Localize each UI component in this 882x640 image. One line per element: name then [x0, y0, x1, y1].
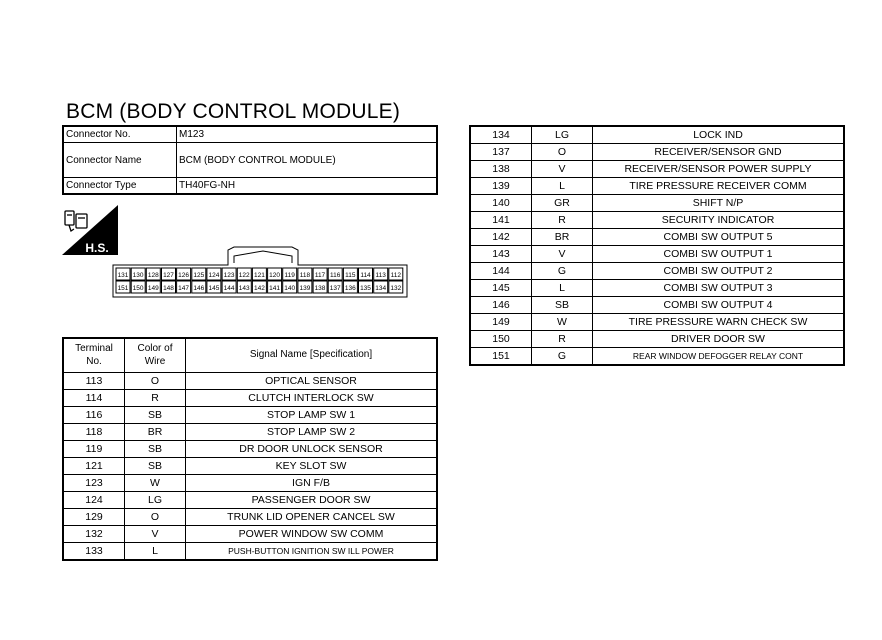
- table-row: [63, 526, 437, 543]
- terminal-no: 129: [63, 509, 125, 526]
- pin-label: 120: [269, 272, 281, 279]
- pin-label: 151: [117, 285, 129, 292]
- table-row: [470, 144, 844, 161]
- wire-color: R: [532, 212, 593, 229]
- table-row: [470, 126, 844, 144]
- wire-color: W: [125, 475, 186, 492]
- terminal-no: 142: [470, 229, 532, 246]
- terminal-no: 119: [63, 441, 125, 458]
- table-row: [63, 492, 437, 509]
- terminal-no: 149: [470, 314, 532, 331]
- table-row: [470, 246, 844, 263]
- pin-label: 148: [163, 285, 174, 292]
- table-row: [63, 458, 437, 475]
- wire-color: L: [532, 280, 593, 297]
- pin-label: 139: [299, 285, 311, 292]
- signal-name: COMBI SW OUTPUT 2: [593, 263, 845, 280]
- signal-name: COMBI SW OUTPUT 1: [593, 246, 845, 263]
- table-row: [63, 373, 437, 390]
- pin-label: 146: [193, 285, 205, 292]
- pin-label: 138: [314, 285, 326, 292]
- page-title: BCM (BODY CONTROL MODULE): [66, 100, 401, 123]
- terminal-no: 118: [63, 424, 125, 441]
- table-row: [470, 229, 844, 246]
- connector-no-label: Connector No.: [63, 126, 177, 143]
- table-row: [470, 178, 844, 195]
- pin-label: 128: [147, 272, 159, 279]
- terminal-no: 116: [63, 407, 125, 424]
- signal-name: COMBI SW OUTPUT 4: [593, 297, 845, 314]
- wire-color: SB: [532, 297, 593, 314]
- pin-label: 150: [132, 285, 144, 292]
- table-row: [470, 348, 844, 366]
- pin-label: 127: [163, 272, 174, 279]
- terminal-no: 124: [63, 492, 125, 509]
- color-header: Color of Wire: [125, 338, 186, 373]
- table-row: [470, 297, 844, 314]
- signal-name: LOCK IND: [593, 126, 845, 144]
- wire-color: V: [532, 161, 593, 178]
- signal-name: COMBI SW OUTPUT 3: [593, 280, 845, 297]
- pin-label: 132: [390, 285, 402, 292]
- wire-color: O: [125, 373, 186, 390]
- wire-color: R: [532, 331, 593, 348]
- pin-label: 117: [314, 272, 326, 279]
- signal-name: REAR WINDOW DEFOGGER RELAY CONT: [593, 348, 845, 366]
- pin-label: 143: [238, 285, 250, 292]
- pin-label: 140: [284, 285, 296, 292]
- pin-label: 145: [208, 285, 220, 292]
- terminal-no: 123: [63, 475, 125, 492]
- table-row: [470, 280, 844, 297]
- pin-label: 125: [193, 272, 205, 279]
- terminal-no: 139: [470, 178, 532, 195]
- terminal-no: 150: [470, 331, 532, 348]
- pin-label: 141: [269, 285, 281, 292]
- pin-label: 147: [178, 285, 190, 292]
- pin-label: 114: [360, 272, 371, 279]
- wire-color: G: [532, 263, 593, 280]
- connector-info-row: [63, 143, 437, 178]
- harness-side-label: H.S.: [85, 241, 109, 255]
- terminal-no: 114: [63, 390, 125, 407]
- terminal-no: 140: [470, 195, 532, 212]
- signal-name: PUSH-BUTTON IGNITION SW ILL POWER: [186, 543, 438, 561]
- signal-name: POWER WINDOW SW COMM: [186, 526, 438, 543]
- wire-color: LG: [125, 492, 186, 509]
- connector-latch: [234, 251, 292, 263]
- signal-name: OPTICAL SENSOR: [186, 373, 438, 390]
- pin-label: 149: [147, 285, 159, 292]
- table-row: [63, 475, 437, 492]
- connector-info-row: [63, 126, 437, 143]
- pin-label: 123: [223, 272, 235, 279]
- wire-color: LG: [532, 126, 593, 144]
- wire-color: O: [125, 509, 186, 526]
- terminal-no: 144: [470, 263, 532, 280]
- signal-name: TIRE PRESSURE WARN CHECK SW: [593, 314, 845, 331]
- connector-type-value: TH40FG-NH: [177, 178, 438, 195]
- pin-label: 124: [208, 272, 220, 279]
- pin-label: 134: [375, 285, 387, 292]
- connector-name-label: Connector Name: [63, 143, 177, 178]
- wire-color: BR: [125, 424, 186, 441]
- terminal-no: 143: [470, 246, 532, 263]
- terminal-no: 134: [470, 126, 532, 144]
- wire-color: BR: [532, 229, 593, 246]
- signal-name: STOP LAMP SW 2: [186, 424, 438, 441]
- pin-label: 136: [344, 285, 356, 292]
- signal-name: IGN F/B: [186, 475, 438, 492]
- pin-label: 135: [360, 285, 371, 292]
- connector-face-diagram: [112, 244, 408, 298]
- terminal-no: 141: [470, 212, 532, 229]
- pin-label: 113: [375, 272, 386, 279]
- signal-name: RECEIVER/SENSOR GND: [593, 144, 845, 161]
- terminal-no: 113: [63, 373, 125, 390]
- signal-name: SECURITY INDICATOR: [593, 212, 845, 229]
- terminal-no: 133: [63, 543, 125, 561]
- signal-name: CLUTCH INTERLOCK SW: [186, 390, 438, 407]
- pin-label: 115: [345, 272, 356, 279]
- connector-info-table: [62, 125, 438, 195]
- table-row: [63, 407, 437, 424]
- wire-color: R: [125, 390, 186, 407]
- pin-label: 126: [178, 272, 190, 279]
- table-row: [470, 314, 844, 331]
- table-row: [470, 195, 844, 212]
- pin-label: 137: [329, 285, 341, 292]
- terminal-no: 137: [470, 144, 532, 161]
- wire-color: O: [532, 144, 593, 161]
- terminal-header: Terminal No.: [63, 338, 125, 373]
- wire-color: SB: [125, 458, 186, 475]
- terminal-no: 132: [63, 526, 125, 543]
- pin-label: 112: [390, 272, 401, 279]
- table-row: [63, 441, 437, 458]
- terminal-no: 151: [470, 348, 532, 366]
- signal-name: PASSENGER DOOR SW: [186, 492, 438, 509]
- signal-name: SHIFT N/P: [593, 195, 845, 212]
- terminal-no: 146: [470, 297, 532, 314]
- table-row: [470, 331, 844, 348]
- wire-color: L: [125, 543, 186, 561]
- table-row: [470, 263, 844, 280]
- table-row: [470, 212, 844, 229]
- table-row: [63, 424, 437, 441]
- wire-color: V: [125, 526, 186, 543]
- table-row: [63, 509, 437, 526]
- connector-info-row: [63, 178, 437, 195]
- pin-label: 142: [253, 285, 265, 292]
- connector-no-value: M123: [177, 126, 438, 143]
- signal-name: COMBI SW OUTPUT 5: [593, 229, 845, 246]
- table-row: [63, 390, 437, 407]
- signal-name: RECEIVER/SENSOR POWER SUPPLY: [593, 161, 845, 178]
- pin-label: 130: [132, 272, 144, 279]
- wire-color: SB: [125, 407, 186, 424]
- wire-color: SB: [125, 441, 186, 458]
- terminal-no: 145: [470, 280, 532, 297]
- table-row: [63, 543, 437, 561]
- pin-label: 131: [117, 272, 129, 279]
- signal-name: DR DOOR UNLOCK SENSOR: [186, 441, 438, 458]
- wire-color: G: [532, 348, 593, 366]
- signal-name: TRUNK LID OPENER CANCEL SW: [186, 509, 438, 526]
- terminal-no: 121: [63, 458, 125, 475]
- pin-label: 122: [238, 272, 250, 279]
- wire-color: W: [532, 314, 593, 331]
- table-header-row: [63, 338, 437, 373]
- pin-label: 116: [330, 272, 341, 279]
- signal-name: KEY SLOT SW: [186, 458, 438, 475]
- table-row: [470, 161, 844, 178]
- wire-color: V: [532, 246, 593, 263]
- pin-label: 119: [284, 272, 295, 279]
- connector-name-value: BCM (BODY CONTROL MODULE): [177, 143, 438, 178]
- pin-label: 144: [223, 285, 235, 292]
- signal-name: TIRE PRESSURE RECEIVER COMM: [593, 178, 845, 195]
- connector-plug-icon: [65, 211, 87, 231]
- signal-name: STOP LAMP SW 1: [186, 407, 438, 424]
- terminal-no: 138: [470, 161, 532, 178]
- signal-name: DRIVER DOOR SW: [593, 331, 845, 348]
- terminal-table-left: [62, 337, 438, 561]
- wire-color: GR: [532, 195, 593, 212]
- signal-header: Signal Name [Specification]: [186, 338, 438, 373]
- wire-color: L: [532, 178, 593, 195]
- terminal-table-right: [469, 125, 845, 366]
- pin-label: 118: [299, 272, 311, 279]
- harness-side-icon: [62, 205, 118, 255]
- connector-type-label: Connector Type: [63, 178, 177, 195]
- pin-label: 121: [253, 272, 265, 279]
